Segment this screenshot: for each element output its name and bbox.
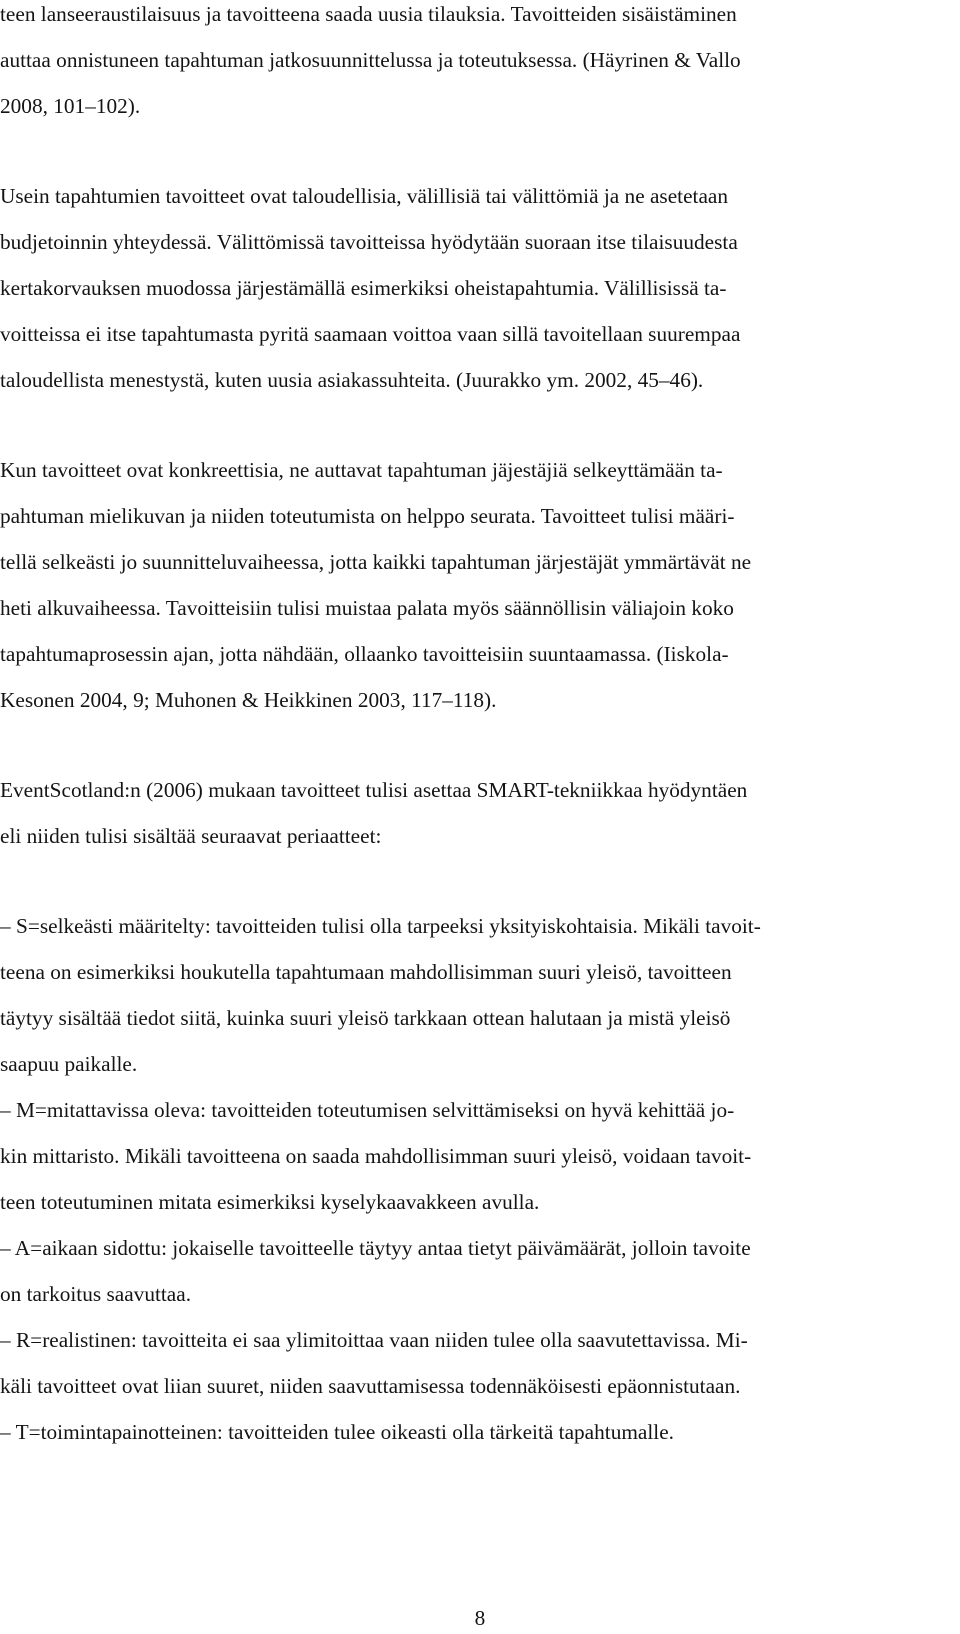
text-line: kin mittaristo. Mikäli tavoitteena on saada mahdollisimman suuri yleisö, voidaan tavoit- bbox=[0, 1144, 752, 1168]
text-line: – A=aikaan sidottu: jokaiselle tavoitteelle täytyy antaa tietyt päivämäärät, jolloin tavoite bbox=[0, 1236, 751, 1260]
text-line: käli tavoitteet ovat liian suuret, niiden saavuttamisessa todennäköisesti epäonnistutaan. bbox=[0, 1374, 741, 1398]
text-line: Usein tapahtumien tavoitteet ovat taloudellisia, välillisiä tai välittömiä ja ne asetetaan bbox=[0, 184, 729, 208]
text-line: EventScotland:n (2006) mukaan tavoitteet tulisi asettaa SMART-tekniikkaa hyödyntäen bbox=[0, 778, 748, 802]
text-line: voitteissa ei itse tapahtumasta pyritä saamaan voittoa vaan sillä tavoitellaan suurempaa bbox=[0, 322, 741, 346]
text-line: auttaa onnistuneen tapahtuman jatkosuunnittelussa ja toteutuksessa. (Häyrinen & Vallo bbox=[0, 48, 741, 72]
text-line: täytyy sisältää tiedot siitä, kuinka suuri yleisö tarkkaan ottean halutaan ja mistä yleisö bbox=[0, 1006, 731, 1030]
text-line: pahtuman mielikuvan ja niiden toteutumista on helppo seurata. Tavoitteet tulisi määri- bbox=[0, 504, 735, 528]
text-line: tellä selkeästi jo suunnitteluvaiheessa, jotta kaikki tapahtuman järjestäjät ymmärtävät ne bbox=[0, 550, 752, 574]
text-line: saapuu paikalle. bbox=[0, 1052, 138, 1076]
text-line: – T=toimintapainotteinen: tavoitteiden tulee oikeasti olla tärkeitä tapahtumalle. bbox=[0, 1420, 674, 1444]
text-line: taloudellista menestystä, kuten uusia asiakassuhteita. (Juurakko ym. 2002, 45–46). bbox=[0, 368, 704, 392]
text-line: tapahtumaprosessin ajan, jotta nähdään, ollaanko tavoitteisiin suuntaamassa. (Iiskola- bbox=[0, 642, 729, 666]
text-line: – R=realistinen: tavoitteita ei saa ylimitoittaa vaan niiden tulee olla saavutettavissa. Mi- bbox=[0, 1328, 748, 1352]
text-line: eli niiden tulisi sisältää seuraavat periaatteet: bbox=[0, 824, 382, 848]
text-line: heti alkuvaiheessa. Tavoitteisiin tulisi muistaa palata myös säännöllisin väliajoin koko bbox=[0, 596, 734, 620]
text-line: budjetoinnin yhteydessä. Välittömissä tavoitteissa hyödytään suoraan itse tilaisuudesta bbox=[0, 230, 738, 254]
text-line: – M=mitattavissa oleva: tavoitteiden toteutumisen selvittämiseksi on hyvä kehittää jo- bbox=[0, 1098, 735, 1122]
text-line: Kun tavoitteet ovat konkreettisia, ne auttavat tapahtuman jäjestäjiä selkeyttämään ta- bbox=[0, 458, 723, 482]
text-line: – S=selkeästi määritelty: tavoitteiden tulisi olla tarpeeksi yksityiskohtaisia. Mikäli tavoit- bbox=[0, 914, 761, 938]
text-line: teen lanseeraustilaisuus ja tavoitteena saada uusia tilauksia. Tavoitteiden sisäistäminen bbox=[0, 2, 737, 26]
text-line: 2008, 101–102). bbox=[0, 94, 141, 118]
text-line: teena on esimerkiksi houkutella tapahtumaan mahdollisimman suuri yleisö, tavoitteen bbox=[0, 960, 732, 984]
text-line: kertakorvauksen muodossa järjestämällä esimerkiksi oheistapahtumia. Välillisissä ta- bbox=[0, 276, 727, 300]
text-line: Kesonen 2004, 9; Muhonen & Heikkinen 2003, 117–118). bbox=[0, 688, 497, 712]
page-number: 8 bbox=[474, 1606, 486, 1630]
text-line: teen toteutuminen mitata esimerkiksi kyselykaavakkeen avulla. bbox=[0, 1190, 540, 1214]
text-line: on tarkoitus saavuttaa. bbox=[0, 1282, 192, 1306]
